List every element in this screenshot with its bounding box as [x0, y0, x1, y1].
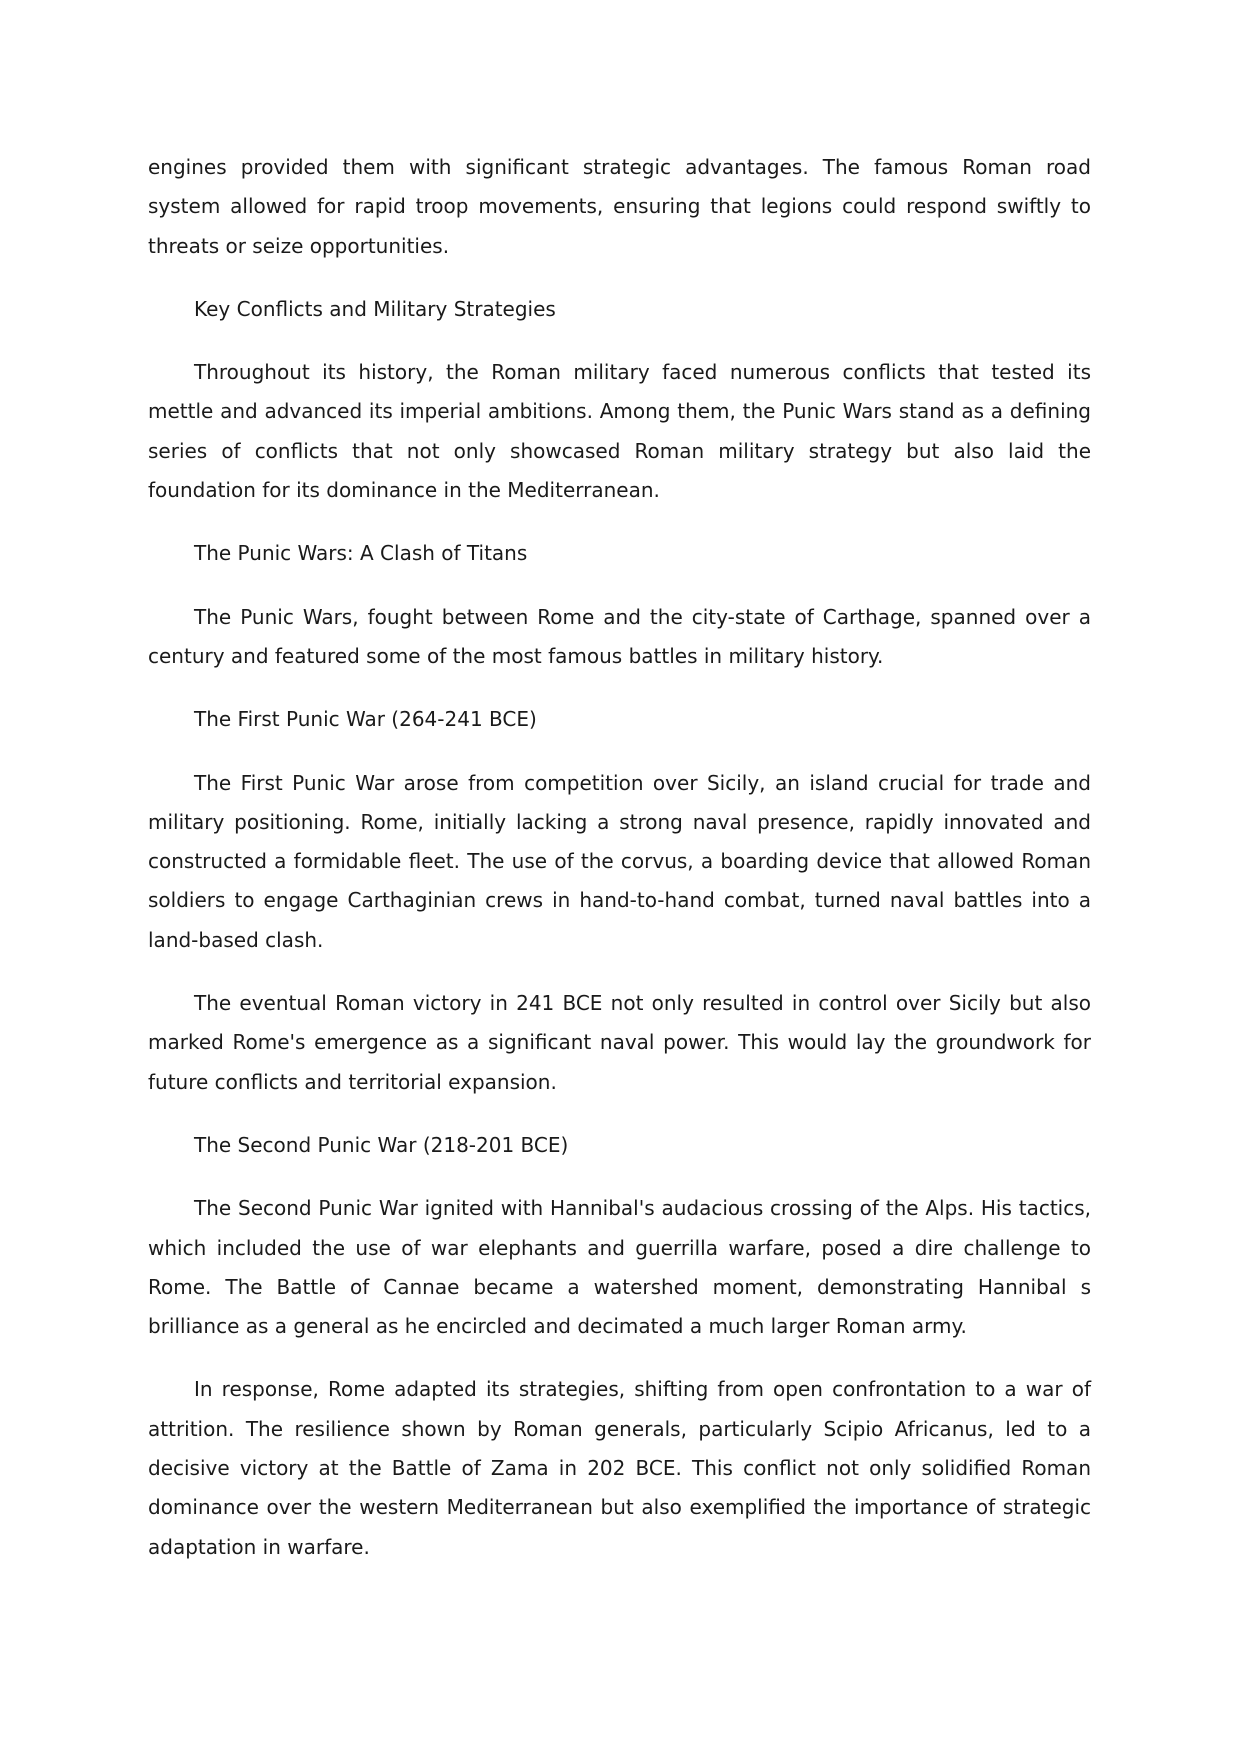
paragraph-continuation: engines provided them with significant strategic advantages. The famous Roman road system allowed for rapid troop movements, ensuring that legions could respond swiftly to threats or seize opportunities.	[148, 155, 1091, 258]
paragraph: The eventual Roman victory in 241 BCE not only resulted in control over Sicily but also marked Rome's emergence as a significant naval power. This would lay the groundwork for future conflicts and territorial expansion.	[148, 991, 1091, 1094]
paragraph: The Second Punic War ignited with Hannibal's audacious crossing of the Alps. His tactics, which included the use of war elephants and guerrilla warfare, posed a dire challenge to Rome. The Battle of Cannae became a watershed moment, demonstrating Hannibal s brilliance as a general as he encircled and decimated a much larger Roman army.	[148, 1196, 1091, 1339]
section-heading-punic-wars: The Punic Wars: A Clash of Titans	[194, 541, 528, 566]
document-body	[148, 148, 1091, 1591]
section-heading-first-punic-war: The First Punic War (264-241 BCE)	[194, 707, 537, 732]
paragraph: In response, Rome adapted its strategies, shifting from open confrontation to a war of attrition. The resilience shown by Roman generals, particularly Scipio Africanus, led to a decisive victory at the Battle of Zama in 202 BCE. This conflict not only solidified Roman dominance over the western Mediterranean but also exemplified the importance of strategic adaptation in warfare.	[148, 1377, 1091, 1559]
paragraph: The Punic Wars, fought between Rome and the city-state of Carthage, spanned over a century and featured some of the most famous battles in military history.	[148, 604, 1091, 668]
section-heading-key-conflicts: Key Conflicts and Military Strategies	[194, 296, 556, 321]
paragraph: The First Punic War arose from competition over Sicily, an island crucial for trade and military positioning. Rome, initially lacking a strong naval presence, rapidly innovated and constructed a formidable fleet. The use of the corvus, a boarding device that allowed Roman soldiers to engage Carthaginian crews in hand-to-hand combat, turned naval battles into a land-based clash.	[148, 770, 1091, 952]
paragraph: Throughout its history, the Roman military faced numerous conflicts that tested its mettle and advanced its imperial ambitions. Among them, the Punic Wars stand as a defining series of conflicts that not only showcased Roman military strategy but also laid the foundation for its dominance in the Mediterranean.	[148, 360, 1091, 503]
section-heading-second-punic-war: The Second Punic War (218-201 BCE)	[194, 1132, 569, 1157]
